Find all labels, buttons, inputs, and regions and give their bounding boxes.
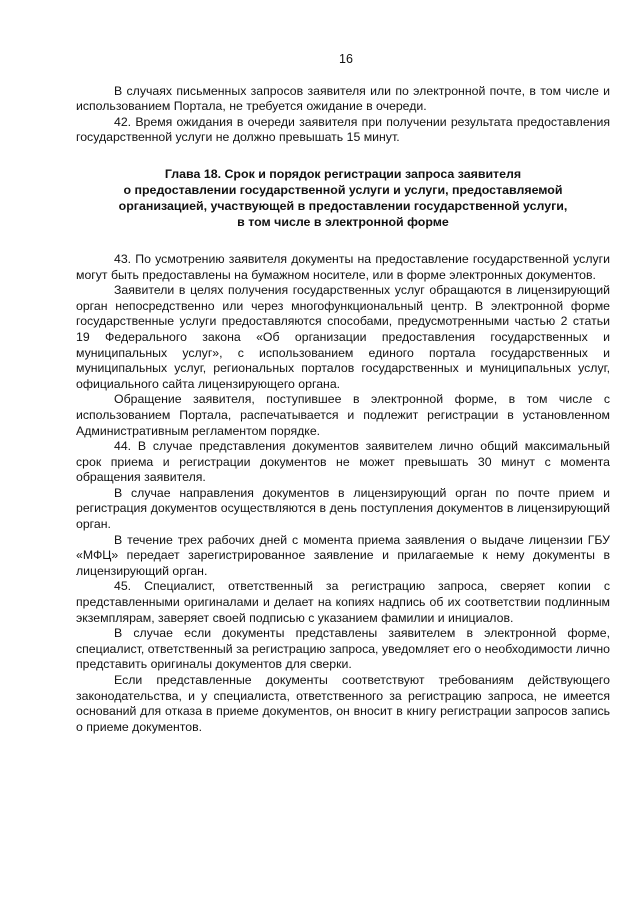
chapter-title — [76, 166, 610, 230]
chapter-title-line: организацией, участвующей в предоставлении государственной услуги, — [118, 198, 568, 213]
paragraph-43: 43. По усмотрению заявителя документы на предоставление государственной услуги могут быть предоставлены на бумажном носителе, или в форме электронных документов. — [76, 251, 610, 282]
paragraph-44: 44. В случае представления документов заявителем лично общий максимальный срок приема и регистрации документов не может превышать 30 минут с момента обращения заявителя. — [76, 439, 610, 485]
paragraph-postal-delivery: В случае направления документов в лицензирующий орган по почте прием и регистрация документов осуществляются в день поступления документов в лицензирующий орган. — [76, 485, 610, 532]
paragraph-42: 42. Время ожидания в очереди заявителя при получении результата предоставления государственной услуги не должно превышать 15 минут. — [76, 114, 610, 145]
paragraph-written-requests: В случаях письменных запросов заявителя или по электронной почте, в том числе и использованием Портала, не требуется ожидание в очереди. — [76, 83, 610, 114]
paragraph-applicants: Заявители в целях получения государственных услуг обращаются в лицензирующий орган непосредственно или через многофункциональный центр. В электронной форме государственные услуги предоставляются способами, предусмотренными частью 2 статьи 19 Федерального закона «Об организации предоставления государственных и муниципальных услуг», с использованием единого портала государственных и муниципальных услуг, региональных порталов государственных и муниципальных услуг, официального сайта лицензирующего органа. — [76, 283, 610, 391]
page-number: 16 — [339, 52, 353, 66]
document-page — [76, 52, 610, 735]
chapter-title-line: Глава 18. Срок и порядок регистрации запроса заявителя — [164, 166, 522, 181]
paragraph-mfc-transfer: В течение трех рабочих дней с момента приема заявления о выдаче лицензии ГБУ «МФЦ» передает зарегистрированное заявление и прилагаемые к нему документы в лицензирующий орган. — [76, 532, 610, 578]
paragraph-registration-book: Если представленные документы соответствуют требованиям действующего законодательства, и у специалиста, ответственного за регистрацию запроса, не имеется оснований для отказа в приеме документов, он вносит в книгу регистрации запросов запись о приеме документов. — [76, 673, 610, 734]
paragraph-45: 45. Специалист, ответственный за регистрацию запроса, сверяет копии с представленными оригиналами и делает на копиях надпись об их соответствии подлинным экземплярам, заверяет своей подписью с указанием фамилии и инициалов. — [76, 579, 610, 625]
paragraph-originals: В случае если документы представлены заявителем в электронной форме, специалист, ответственный за регистрацию запроса, уведомляет его о необходимости лично представить оригиналы документов для сверки. — [76, 626, 610, 672]
paragraph-electronic-request: Обращение заявителя, поступившее в электронной форме, в том числе с использованием Портала, распечатывается и подлежит регистрации в установленном Административным регламентом порядке. — [76, 392, 610, 438]
chapter-title-line: о предоставлении государственной услуги и услуги, предоставляемой — [123, 182, 563, 197]
chapter-title-line: в том числе в электронной форме — [237, 214, 449, 229]
